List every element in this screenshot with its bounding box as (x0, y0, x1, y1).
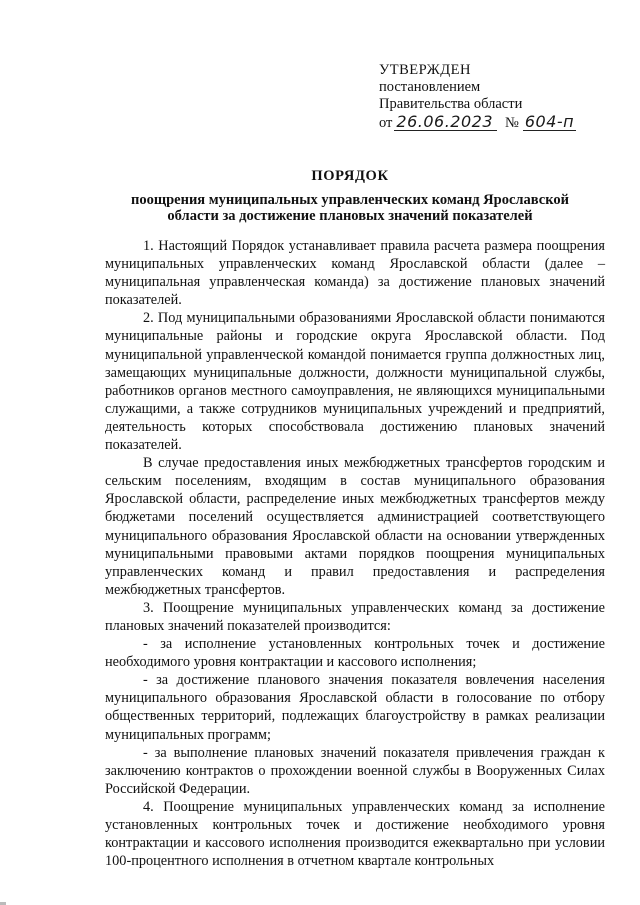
paragraph-3-item-1: - за исполнение установленных контрольных точек и достижение необходимого уровня контрактации и кассового исполнения; (105, 636, 605, 671)
paragraph-4: 4. Поощрение муниципальных управленческих команд за исполнение установленных контрольных точек и достижение необходимого уровня контрактации и кассового исполнения производится ежеквартально при условии 100-процентного исполнения в отчетном квартале контрольных (105, 798, 605, 870)
document-subtitle-line-2: области за достижение плановых значений показателей (167, 208, 533, 224)
approval-from-prefix: от (379, 115, 393, 131)
approval-date-number (379, 113, 576, 132)
paragraph-2-continued: В случае предоставления иных межбюджетных трансфертов городским и сельским поселениям, входящим в состав муниципального образования Ярославской области, распределение иных межбюджетных трансфертов между бюджетами поселений осуществляется администрацией соответствующего муниципального образования Ярославской области на основании утвержденных муниципальными правовыми актами порядков поощрения муниципальных управленческих команд и правил предоставления и распределения межбюджетных трансфертов. (105, 455, 605, 598)
paragraph-3-item-3: - за выполнение плановых значений показателя привлечения граждан к заключению контрактов о прохождении военной службы в Вооруженных Силах Российской Федерации. (105, 744, 605, 797)
approval-number-sign: № (505, 115, 519, 131)
approval-line-1: постановлением (379, 79, 481, 95)
document-body (105, 237, 605, 870)
approval-line-2: Правительства области (379, 96, 523, 112)
paragraph-1: 1. Настоящий Порядок устанавливает правила расчета размера поощрения муниципальных управленческих команд Ярославской области (далее – муниципальная управленческая команда) за достижение плановых значений показателей. (105, 238, 605, 309)
approval-number: 604-п (524, 112, 575, 131)
approval-title: УТВЕРЖДЕН (379, 62, 471, 78)
paragraph-3-item-2: - за достижение планового значения показателя вовлечения населения муниципального образования Ярославской области в голосование по отбору общественных территорий, подлежащих благоустройству в рамках реализации муниципальных программ; (105, 672, 605, 743)
paragraph-3: 3. Поощрение муниципальных управленческих команд за достижение плановых значений показателей производится: (105, 599, 605, 634)
paragraph-2: 2. Под муниципальными образованиями Ярославской области понимаются муниципальные районы и городские округа Ярославской области. Под муниципальной управленческой командой понимается группа должностных лиц, замещающих муниципальные должности, должности муниципальной службы, работников органов местного самоуправления, не являющихся муниципальными служащими, а также сотрудников муниципальных учреждений и предприятий, деятельность которых способствовала достижению плановых значений показателей. (105, 310, 605, 454)
document-title: ПОРЯДОК (311, 168, 389, 184)
approval-date: 26.06.2023 (394, 113, 497, 131)
approval-stamp (379, 62, 576, 132)
document-heading (100, 168, 600, 224)
document-subtitle-line-1: поощрения муниципальных управленческих команд Ярославской (131, 192, 569, 208)
